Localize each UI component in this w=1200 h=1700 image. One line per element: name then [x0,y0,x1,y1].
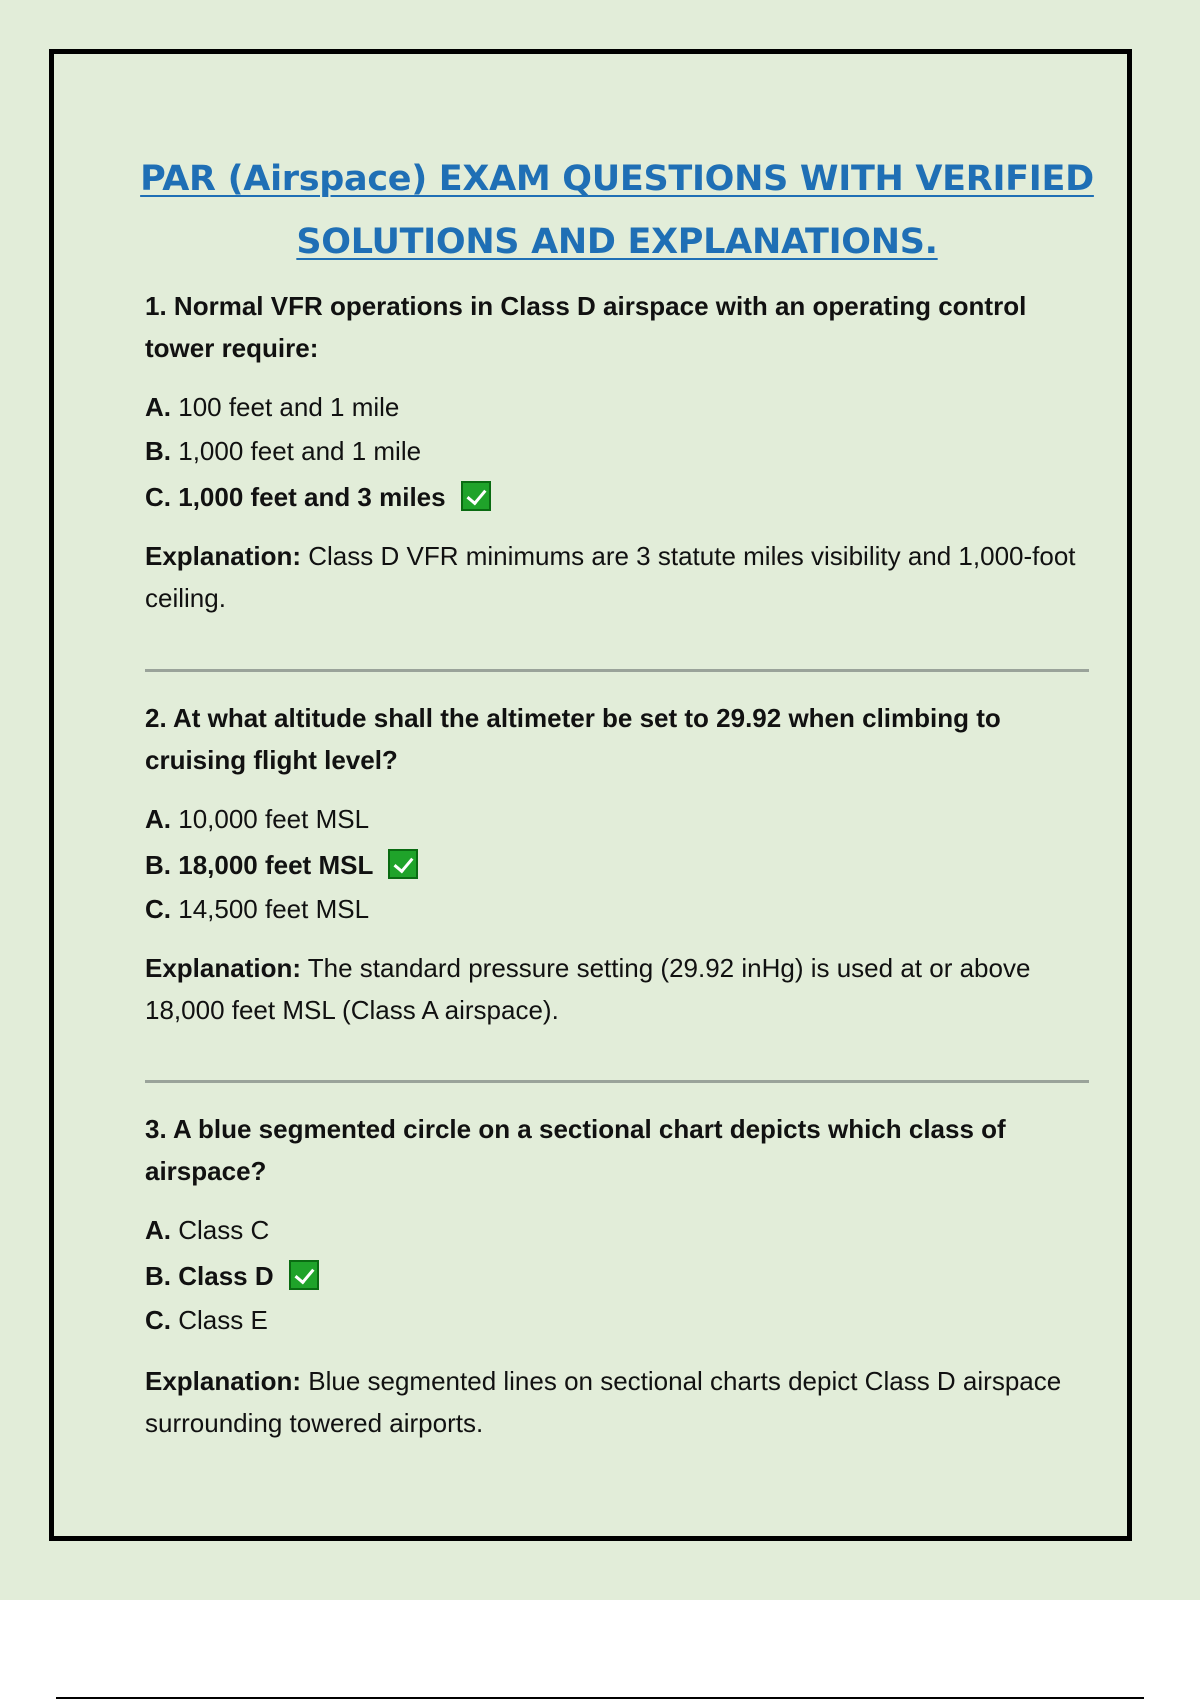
question-prompt: At what altitude shall the altimeter be set to 29.92 when climbing to cruising flight level? [145,703,1001,775]
question-text [145,1108,1090,1192]
explanation-text: Blue segmented lines on sectional charts depict Class D airspace surrounding towered airports. [145,1366,1062,1438]
option-c [145,1304,268,1336]
option-text: Class C [178,1215,270,1245]
option-letter: B. [145,436,171,466]
question-prompt: A blue segmented circle on a sectional chart depicts which class of airspace? [145,1114,1006,1186]
divider [145,669,1089,672]
question-text [145,285,1090,369]
explanation-label: Explanation: [145,1366,302,1396]
option-text: 100 feet and 1 mile [178,392,400,422]
question-number: 3. [145,1114,167,1144]
option-letter: A. [145,1215,171,1245]
question-1 [145,285,1090,613]
option-text: 18,000 feet MSL [178,850,373,880]
divider [145,1080,1089,1083]
check-mark-icon [388,849,418,879]
check-mark-icon [461,481,491,511]
explanation-text: Class D VFR minimums are 3 statute miles visibility and 1,000-foot ceiling. [145,541,1076,613]
option-text: Class E [178,1305,268,1335]
option-c [145,893,369,925]
option-text: 1,000 feet and 1 mile [178,436,422,466]
option-b [145,435,421,467]
option-letter: A. [145,804,171,834]
option-a [145,803,369,835]
question-number: 1. [145,291,167,321]
question-text [145,697,1090,781]
bottom-rule [56,1697,1144,1699]
question-number: 2. [145,703,167,733]
check-mark-icon [289,1260,319,1290]
question-prompt: Normal VFR operations in Class D airspace with an operating control tower require: [145,291,1027,363]
option-b [145,1260,319,1292]
option-text: Class D [178,1261,274,1291]
option-b [145,849,418,881]
option-letter: C. [145,1305,171,1335]
explanation-label: Explanation: [145,541,302,571]
explanation [145,1360,1090,1444]
explanation [145,947,1090,1031]
option-a [145,391,399,423]
option-letter: B. [145,1261,171,1291]
option-letter: C. [145,482,171,512]
option-text: 1,000 feet and 3 miles [178,482,446,512]
option-text: 10,000 feet MSL [178,804,370,834]
question-3 [145,1108,1090,1438]
page-title: PAR (Airspace) EXAM QUESTIONS WITH VERIFIED SOLUTIONS AND EXPLANATIONS. [140,159,1094,262]
option-letter: B. [145,850,171,880]
option-a [145,1214,269,1246]
option-letter: C. [145,894,171,924]
option-text: 14,500 feet MSL [178,894,370,924]
explanation [145,535,1090,619]
option-c [145,481,491,513]
option-letter: A. [145,392,171,422]
explanation-label: Explanation: [145,953,302,983]
question-2 [145,697,1090,1025]
explanation-text: The standard pressure setting (29.92 inHg) is used at or above 18,000 feet MSL (Class A airspace). [145,953,1031,1025]
